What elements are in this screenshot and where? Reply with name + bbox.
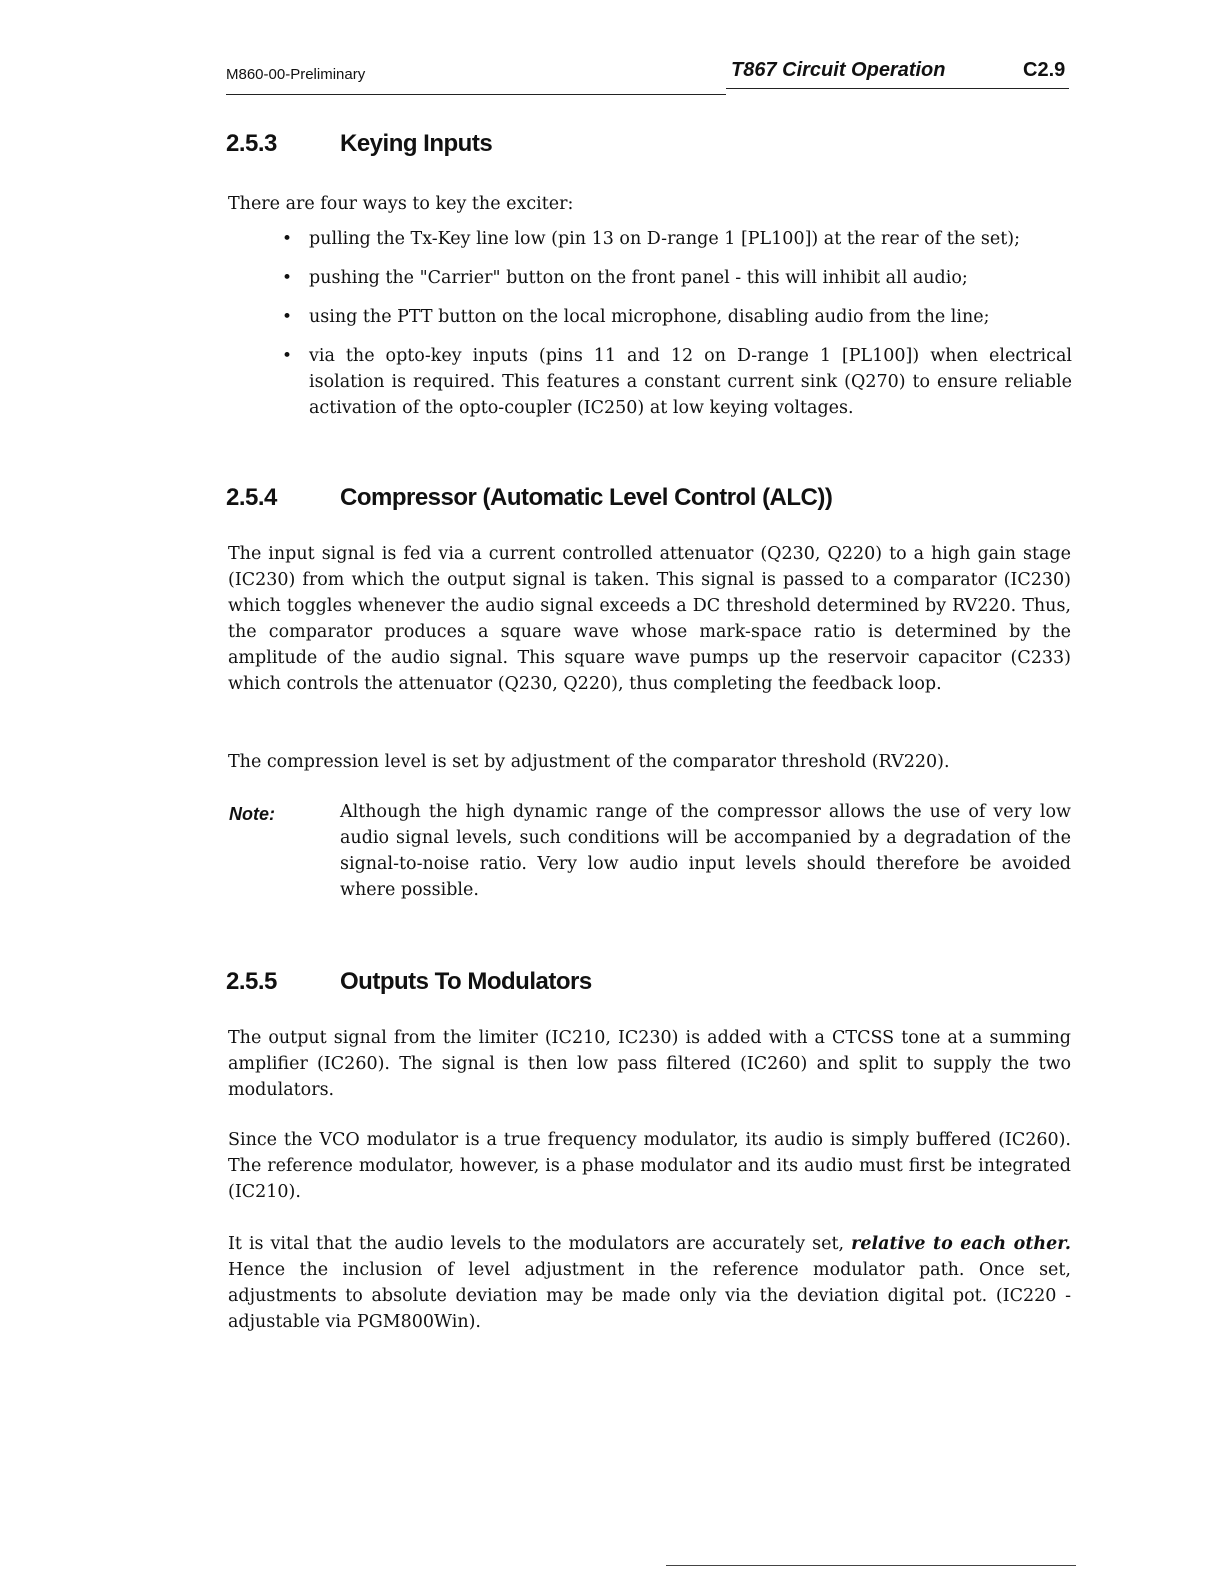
keying-intro: There are four ways to key the exciter: bbox=[228, 194, 574, 214]
header-rule-right bbox=[726, 88, 1069, 89]
note-label: Note: bbox=[229, 804, 275, 824]
compressor-paragraph-1: The input signal is fed via a current controlled attenuator (Q230, Q220) to a high gain stage (IC230) from which the output signal is taken. This signal is passed to a comparator (IC230) which toggles whenever the audio signal exceeds a DC threshold determined by RV220. Thus, the comparator produces a square wave whose mark-space ratio is determined by the amplitude of the audio signal. This square wave pumps up the reservoir capacitor (C233) which controls the attenuator (Q230, Q220), thus completing the feedback loop. bbox=[228, 544, 1071, 694]
header-doc-id: M860-00-Preliminary bbox=[226, 66, 366, 83]
outputs-paragraph-2: Since the VCO modulator is a true frequency modulator, its audio is simply buffered (IC260). The reference modulator, however, is a phase modulator and its audio must first be integrated (IC210). bbox=[228, 1130, 1071, 1202]
section-number: 2.5.4 bbox=[226, 484, 277, 511]
section-title: Outputs To Modulators bbox=[340, 968, 592, 995]
list-item: • pushing the "Carrier" button on the front panel - this will inhibit all audio; bbox=[282, 265, 1072, 291]
header-page-number: C2.9 bbox=[1023, 59, 1066, 81]
header-title: T867 Circuit Operation bbox=[731, 59, 946, 81]
section-number: 2.5.3 bbox=[226, 130, 277, 157]
section-title: Keying Inputs bbox=[340, 130, 493, 157]
section-heading-compressor bbox=[226, 484, 832, 512]
emphasis-text: relative to each other. bbox=[851, 1234, 1071, 1254]
section-title: Compressor (Automatic Level Control (ALC)) bbox=[340, 484, 833, 511]
list-item: • using the PTT button on the local microphone, disabling audio from the line; bbox=[282, 304, 1072, 330]
section-heading-keying-inputs bbox=[226, 130, 492, 158]
header-rule-left bbox=[226, 94, 726, 95]
paragraph-text: Hence the inclusion of level adjustment in the reference modulator path. Once set, adjustments to absolute deviation may be made only via the deviation digital pot. (IC220 - adjustable via PGM800Win). bbox=[228, 1260, 1071, 1332]
compressor-paragraph-2: The compression level is set by adjustment of the comparator threshold (RV220). bbox=[228, 752, 950, 772]
outputs-paragraph-1: The output signal from the limiter (IC210, IC230) is added with a CTCSS tone at a summing amplifier (IC260). The signal is then low pass filtered (IC260) and split to supply the two modulators. bbox=[228, 1028, 1071, 1100]
section-number: 2.5.5 bbox=[226, 968, 277, 995]
outputs-paragraph-3 bbox=[228, 1231, 1071, 1335]
note-text: Although the high dynamic range of the compressor allows the use of very low audio signal levels, such conditions will be accompanied by a degradation of the signal-to-noise ratio. Very low audio input levels should therefore be avoided where possible. bbox=[340, 802, 1071, 900]
footer-rule bbox=[666, 1565, 1076, 1566]
list-item: • pulling the Tx-Key line low (pin 13 on D-range 1 [PL100]) at the rear of the set); bbox=[282, 226, 1072, 252]
list-item: • via the opto-key inputs (pins 11 and 12 on D-range 1 [PL100]) when electrical isolation is required. This features a constant current sink (Q270) to ensure reliable activation of the opto-coupler (IC250) at low keying voltages. bbox=[282, 343, 1072, 421]
section-heading-outputs-to-modulators bbox=[226, 968, 592, 996]
keying-methods-list bbox=[282, 226, 1072, 434]
paragraph-text: It is vital that the audio levels to the modulators are accurately set, bbox=[228, 1234, 852, 1254]
